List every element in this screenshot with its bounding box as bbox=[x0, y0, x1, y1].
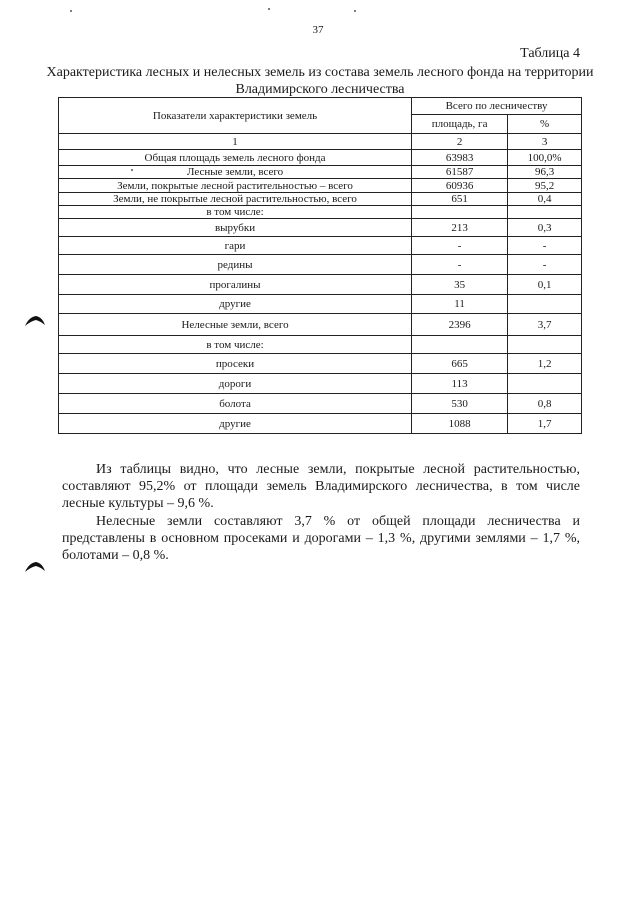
column-number-2: 2 bbox=[412, 134, 508, 150]
header-group: Всего по лесничеству bbox=[412, 98, 582, 115]
table-row bbox=[59, 166, 582, 179]
row-percent-cell: - bbox=[508, 255, 582, 275]
row-name-cell: дороги bbox=[59, 374, 412, 394]
row-area-cell: 63983 bbox=[412, 150, 508, 166]
scan-mark-bottom bbox=[24, 560, 46, 574]
row-name-cell: Лесные земли, всего bbox=[59, 166, 412, 179]
row-name-cell: Земли, не покрытые лесной растительностью, всего bbox=[59, 193, 412, 206]
column-number-3: 3 bbox=[508, 134, 582, 150]
scan-speck bbox=[131, 169, 133, 171]
table-row bbox=[59, 255, 582, 275]
row-percent-cell: 0,8 bbox=[508, 394, 582, 414]
row-area-cell: 113 bbox=[412, 374, 508, 394]
table-row bbox=[59, 295, 582, 314]
table-title: Характеристика лесных и нелесных земель из состава земель лесного фонда на территории Владимирского лесничества bbox=[46, 65, 594, 97]
row-name-cell: прогалины bbox=[59, 275, 412, 295]
row-name-cell: в том числе: bbox=[59, 206, 412, 219]
row-percent-cell: 0,4 bbox=[508, 193, 582, 206]
table-row bbox=[59, 193, 582, 206]
table-row bbox=[59, 237, 582, 255]
row-name-cell: болота bbox=[59, 394, 412, 414]
row-name-cell: Общая площадь земель лесного фонда bbox=[59, 150, 412, 166]
row-percent-cell bbox=[508, 206, 582, 219]
row-percent-cell: 0,1 bbox=[508, 275, 582, 295]
row-percent-cell: 1,7 bbox=[508, 414, 582, 434]
column-number-1: 1 bbox=[59, 134, 412, 150]
table-row bbox=[59, 275, 582, 295]
row-percent-cell bbox=[508, 374, 582, 394]
page-number: 37 bbox=[312, 24, 324, 36]
row-percent-cell bbox=[508, 336, 582, 354]
table-label: Таблица 4 bbox=[520, 46, 580, 61]
row-percent-cell: 95,2 bbox=[508, 179, 582, 193]
row-name-cell: вырубки bbox=[59, 219, 412, 237]
row-name-cell: просеки bbox=[59, 354, 412, 374]
table-row bbox=[59, 206, 582, 219]
table-row bbox=[59, 314, 582, 336]
row-name-cell: редины bbox=[59, 255, 412, 275]
table-row bbox=[59, 414, 582, 434]
row-area-cell: 651 bbox=[412, 193, 508, 206]
row-area-cell: 61587 bbox=[412, 166, 508, 179]
row-area-cell: 11 bbox=[412, 295, 508, 314]
row-area-cell: 35 bbox=[412, 275, 508, 295]
table-row bbox=[59, 374, 582, 394]
row-name-cell: Земли, покрытые лесной растительностью – всего bbox=[59, 179, 412, 193]
row-name-cell: гари bbox=[59, 237, 412, 255]
row-area-cell: 1088 bbox=[412, 414, 508, 434]
scan-mark-top bbox=[24, 314, 46, 328]
table-row bbox=[59, 354, 582, 374]
table-row bbox=[59, 150, 582, 166]
row-percent-cell bbox=[508, 295, 582, 314]
table-row bbox=[59, 219, 582, 237]
row-name-cell: другие bbox=[59, 414, 412, 434]
row-area-cell bbox=[412, 206, 508, 219]
row-percent-cell: 3,7 bbox=[508, 314, 582, 336]
row-area-cell: - bbox=[412, 255, 508, 275]
scan-speck bbox=[354, 10, 356, 12]
row-area-cell: 2396 bbox=[412, 314, 508, 336]
row-area-cell: - bbox=[412, 237, 508, 255]
row-name-cell: в том числе: bbox=[59, 336, 412, 354]
row-area-cell: 213 bbox=[412, 219, 508, 237]
row-percent-cell: 0,3 bbox=[508, 219, 582, 237]
row-percent-cell: - bbox=[508, 237, 582, 255]
row-name-cell: другие bbox=[59, 295, 412, 314]
table-row bbox=[59, 336, 582, 354]
row-percent-cell: 1,2 bbox=[508, 354, 582, 374]
table-row bbox=[59, 394, 582, 414]
scan-speck bbox=[268, 8, 270, 10]
land-characteristics-table bbox=[58, 97, 582, 434]
row-area-cell: 665 bbox=[412, 354, 508, 374]
paragraph-1-text: Из таблицы видно, что лесные земли, покрытые лесной растительностью, составляют 95,2% от площади земель Владимирского лесничества, в том числе лесные культуры – 9,6 %. bbox=[62, 462, 580, 511]
row-name-cell: Нелесные земли, всего bbox=[59, 314, 412, 336]
table-row bbox=[59, 179, 582, 193]
row-area-cell bbox=[412, 336, 508, 354]
row-percent-cell: 96,3 bbox=[508, 166, 582, 179]
header-percent: % bbox=[508, 115, 582, 134]
paragraph-2-text: Нелесные земли составляют 3,7 % от общей площади лесничества и представлены в основном просеками и дорогами – 1,3 %, другими землями – 1,7 %, болотами – 0,8 %. bbox=[62, 514, 580, 563]
scan-speck bbox=[70, 10, 72, 12]
row-area-cell: 60936 bbox=[412, 179, 508, 193]
row-percent-cell: 100,0% bbox=[508, 150, 582, 166]
header-area: площадь, га bbox=[412, 115, 508, 134]
paragraph-1 bbox=[62, 461, 580, 512]
row-area-cell: 530 bbox=[412, 394, 508, 414]
header-indicator: Показатели характеристики земель bbox=[59, 98, 412, 134]
paragraph-2 bbox=[62, 513, 580, 564]
